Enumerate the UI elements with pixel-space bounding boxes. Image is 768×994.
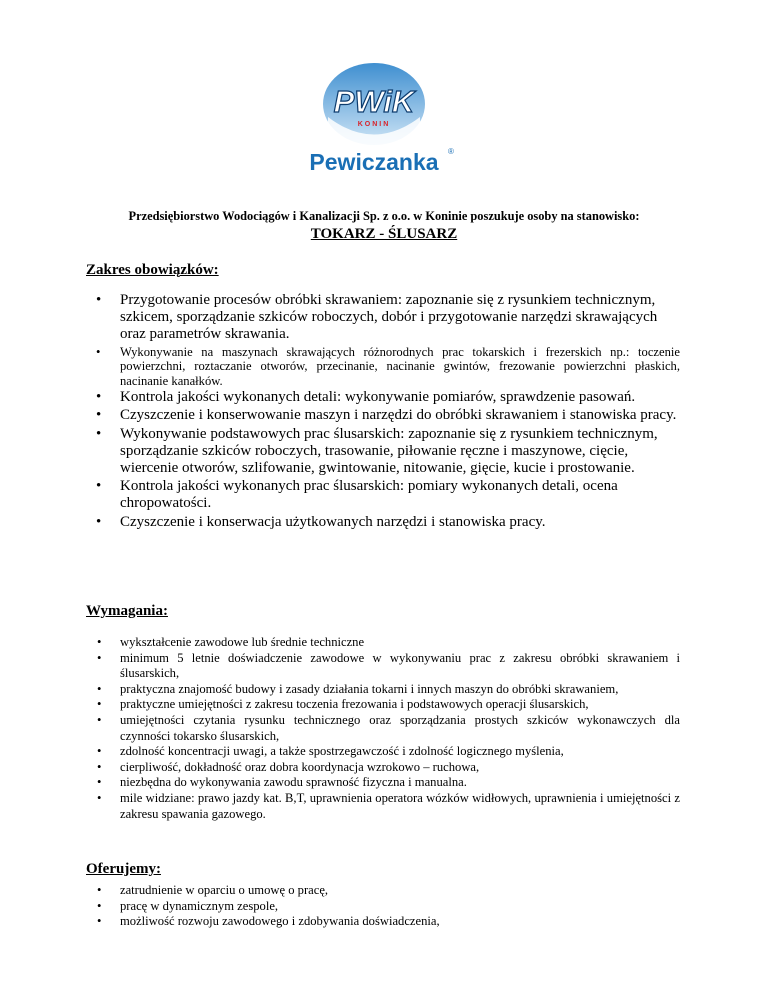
logo-pewiczanka-text: Pewiczanka xyxy=(309,149,439,175)
company-logo xyxy=(288,62,460,182)
list-item: • niezbędna do wykonywania zawodu sprawność fizyczna i manualna. xyxy=(0,775,680,791)
list-item: • praktyczne umiejętności z zakresu toczenia frezowania i podstawowych operacji ślusarskich, xyxy=(0,697,680,713)
offer-heading: Oferujemy: xyxy=(86,861,161,877)
logo-registered-mark: ® xyxy=(448,147,454,156)
list-item: • Czyszczenie i konserwacja użytkowanych narzędzi i stanowiska pracy. xyxy=(0,514,680,531)
list-item: • pracę w dynamicznym zespole, xyxy=(0,899,680,915)
offer-list xyxy=(0,883,680,930)
requirements-heading: Wymagania: xyxy=(86,603,168,619)
list-item: • Kontrola jakości wykonanych prac ślusarskich: pomiary wykonanych detali, ocena chropowatości. xyxy=(0,478,680,512)
intro-text: Przedsiębiorstwo Wodociągów i Kanalizacji Sp. z o.o. w Koninie poszukuje osoby na stanowisko: xyxy=(128,209,640,223)
list-item: • wykształcenie zawodowe lub średnie techniczne xyxy=(0,635,680,651)
duties-heading: Zakres obowiązków: xyxy=(86,262,219,278)
job-title: TOKARZ - ŚLUSARZ xyxy=(310,226,458,242)
list-item: • zatrudnienie w oparciu o umowę o pracę, xyxy=(0,883,680,899)
list-item: • cierpliwość, dokładność oraz dobra koordynacja wzrokowo – ruchowa, xyxy=(0,760,680,776)
list-item: • możliwość rozwoju zawodowego i zdobywania doświadczenia, xyxy=(0,914,680,930)
list-item: • mile widziane: prawo jazdy kat. B,T, uprawnienia operatora wózków widłowych, uprawnienia i umiejętności z zakresu spawania gazowego. xyxy=(0,791,680,822)
logo-konin-text: KONIN xyxy=(357,121,391,128)
list-item: • Kontrola jakości wykonanych detali: wykonywanie pomiarów, sprawdzenie pasowań. xyxy=(0,389,680,406)
list-item: • Czyszczenie i konserwowanie maszyn i narzędzi do obróbki skrawaniem i stanowiska pracy. xyxy=(0,407,680,424)
requirements-list xyxy=(0,635,680,822)
logo-pwik-text: PWiK xyxy=(333,84,415,119)
list-item: • Przygotowanie procesów obróbki skrawaniem: zapoznanie się z rysunkiem technicznym, szkicem, sporządzanie szkiców roboczych, dobór i przygotowanie narzędzi skrawających oraz parametrów skrawania. xyxy=(0,292,680,344)
list-item: • Wykonywanie na maszynach skrawających różnorodnych prac tokarskich i frezerskich np.: toczenie powierzchni, roztaczanie otworów, przecinanie, nacinanie gwintów, frezowanie powierzchni płaskich, nacinanie kanałków. xyxy=(0,345,680,389)
list-item: • umiejętności czytania rysunku technicznego oraz sporządzania prostych szkiców wykonawczych dla czynności tokarsko ślusarskich, xyxy=(0,713,680,744)
list-item: • praktyczna znajomość budowy i zasady działania tokarni i innych maszyn do obróbki skrawaniem, xyxy=(0,682,680,698)
duties-list xyxy=(0,292,680,532)
list-item: • zdolność koncentracji uwagi, a także spostrzegawczość i zdolność logicznego myślenia, xyxy=(0,744,680,760)
list-item: • Wykonywanie podstawowych prac ślusarskich: zapoznanie się z rysunkiem technicznym, sporządzanie szkiców roboczych, trasowanie, piłowanie ręczne i maszynowe, cięcie, wiercenie otworów, szlifowanie, gwintowanie, nitowanie, gięcie, kucie i prostowanie. xyxy=(0,426,680,478)
logo-graphic xyxy=(288,62,460,182)
list-item: • minimum 5 letnie doświadczenie zawodowe w wykonywaniu prac z zakresu obróbki skrawaniem i ślusarskich, xyxy=(0,651,680,682)
